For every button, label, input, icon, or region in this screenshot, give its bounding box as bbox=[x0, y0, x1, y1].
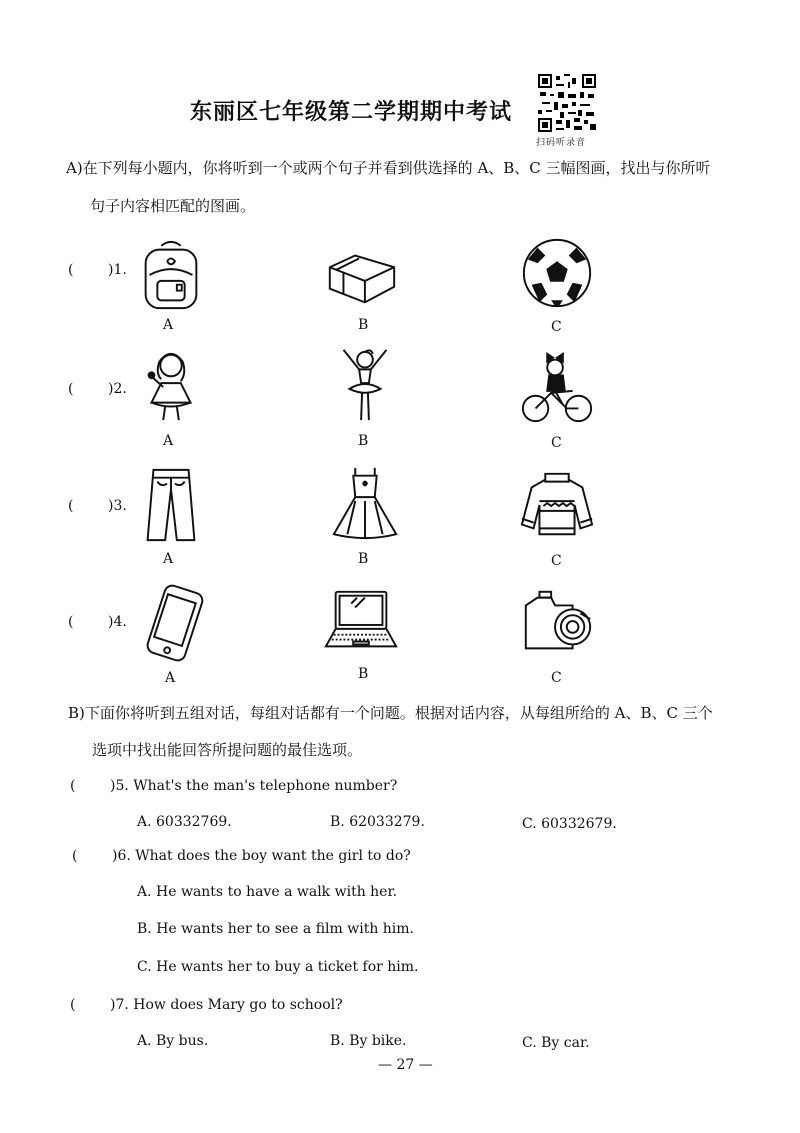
option-label-b: B bbox=[358, 433, 369, 449]
question-number: )1. bbox=[108, 262, 127, 278]
camera-icon[interactable] bbox=[518, 584, 596, 662]
singing-girl-icon[interactable] bbox=[132, 348, 210, 426]
section-a-instruction-line2: 句子内容相匹配的图画。 bbox=[90, 197, 256, 215]
answer-bracket[interactable]: ( bbox=[68, 614, 74, 630]
question-number: )4. bbox=[108, 614, 127, 630]
answer-bracket[interactable]: ( bbox=[68, 498, 74, 514]
page-title: 东丽区七年级第二学期期中考试 bbox=[190, 99, 513, 125]
answer-bracket[interactable]: ( bbox=[68, 262, 74, 278]
option-a[interactable]: A. By bus. bbox=[137, 1033, 209, 1049]
qr-code-icon[interactable] bbox=[538, 74, 596, 132]
eraser-icon[interactable] bbox=[322, 238, 400, 316]
option-b[interactable]: B. 62033279. bbox=[330, 814, 425, 830]
option-b[interactable]: B. By bike. bbox=[330, 1033, 407, 1049]
option-label-b: B bbox=[358, 666, 369, 682]
option-label-c: C bbox=[551, 670, 562, 686]
option-label-a: A bbox=[165, 670, 176, 686]
ballet-dancer-icon[interactable] bbox=[326, 346, 404, 424]
answer-bracket[interactable]: ( bbox=[68, 381, 74, 397]
option-label-c: C bbox=[551, 553, 562, 569]
option-label-a: A bbox=[163, 317, 174, 333]
option-label-c: C bbox=[551, 435, 562, 451]
option-label-a: A bbox=[163, 433, 174, 449]
question-text: )5. What's the man's telephone number? bbox=[110, 778, 398, 794]
answer-bracket[interactable]: ( bbox=[70, 997, 76, 1013]
qr-caption: 扫码听录音 bbox=[536, 138, 587, 148]
cycling-girl-icon[interactable] bbox=[518, 348, 596, 426]
answer-bracket[interactable]: ( bbox=[72, 848, 78, 864]
section-b-instruction-line1: B)下面你将听到五组对话，每组对话都有一个问题。根据对话内容，从每组所给的 A、B、C 三个 bbox=[68, 704, 713, 722]
option-label-b: B bbox=[358, 551, 369, 567]
soccer-ball-icon[interactable] bbox=[518, 234, 596, 312]
dress-icon[interactable] bbox=[326, 464, 404, 542]
question-text: )6. What does the boy want the girl to do? bbox=[112, 848, 411, 864]
question-number: )2. bbox=[108, 381, 127, 397]
option-c[interactable]: C. By car. bbox=[522, 1035, 590, 1051]
section-a-instruction-line1: A)在下列每小题内，你将听到一个或两个句子并看到供选择的 A、B、C 三幅图画，找出与你所听 bbox=[66, 159, 711, 177]
laptop-icon[interactable] bbox=[322, 584, 400, 662]
answer-bracket[interactable]: ( bbox=[70, 778, 76, 794]
option-label-c: C bbox=[551, 319, 562, 335]
option-a[interactable]: A. 60332769. bbox=[137, 814, 232, 830]
jeans-icon[interactable] bbox=[132, 466, 210, 544]
option-label-a: A bbox=[163, 551, 174, 567]
option-label-b: B bbox=[358, 317, 369, 333]
backpack-icon[interactable] bbox=[132, 236, 210, 314]
option-c[interactable]: C. He wants her to buy a ticket for him. bbox=[137, 959, 419, 975]
smartphone-icon[interactable] bbox=[134, 584, 212, 662]
option-c[interactable]: C. 60332679. bbox=[522, 816, 617, 832]
question-text: )7. How does Mary go to school? bbox=[110, 997, 343, 1013]
section-b-instruction-line2: 选项中找出能回答所提问题的最佳选项。 bbox=[92, 741, 363, 759]
question-number: )3. bbox=[108, 498, 127, 514]
option-b[interactable]: B. He wants her to see a film with him. bbox=[137, 921, 415, 937]
page-number: — 27 — bbox=[378, 1057, 433, 1073]
sweater-icon[interactable] bbox=[518, 466, 596, 544]
option-a[interactable]: A. He wants to have a walk with her. bbox=[137, 884, 398, 900]
